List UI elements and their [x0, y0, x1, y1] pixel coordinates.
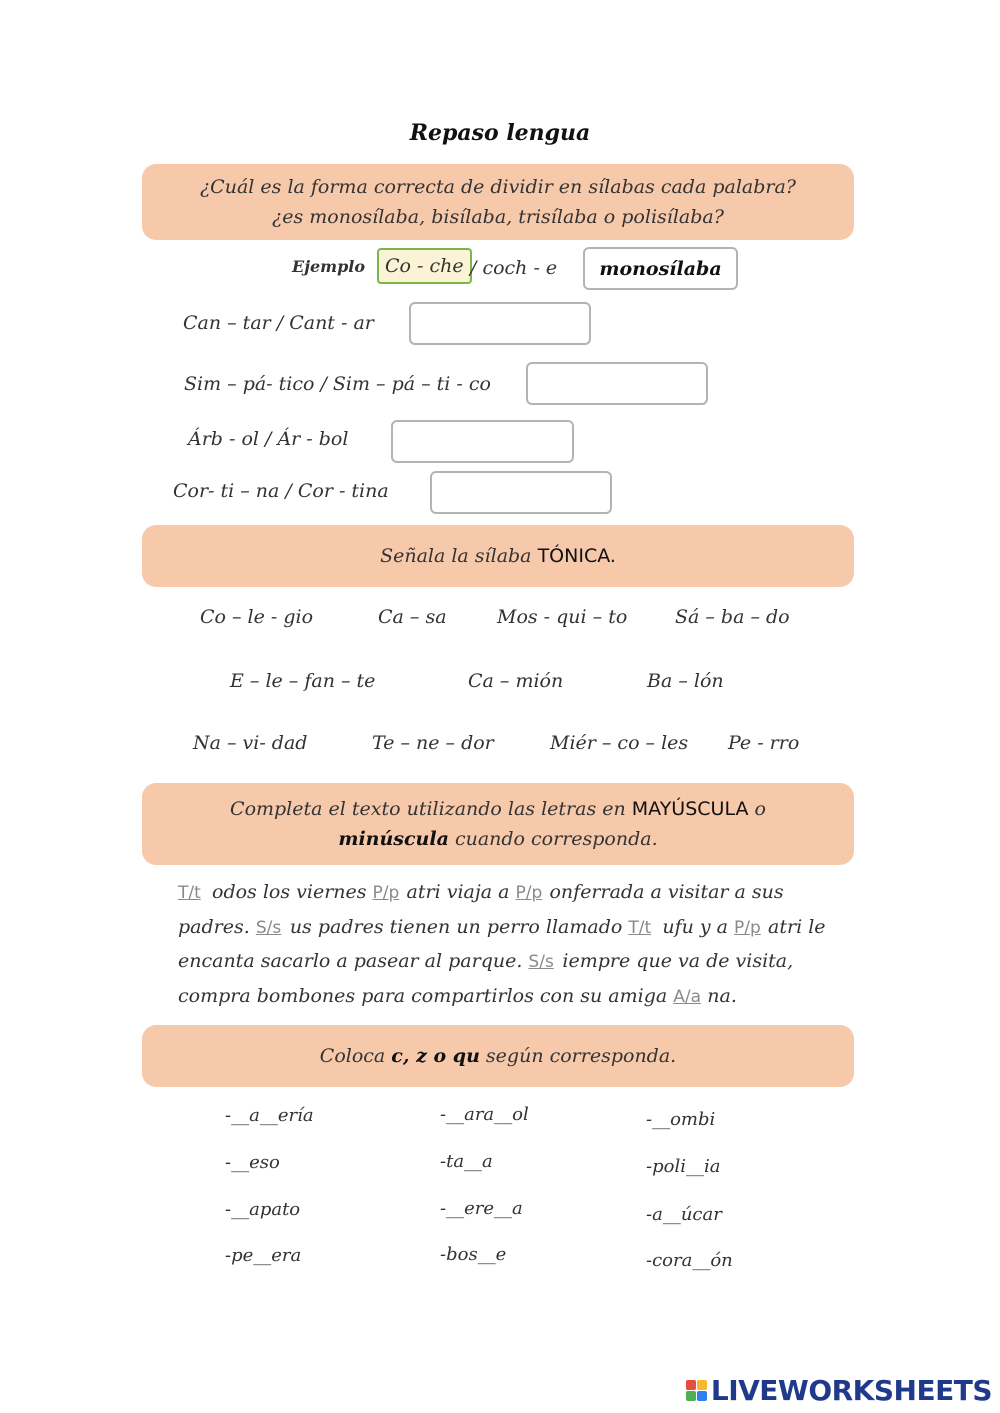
logo-mark-icon	[686, 1380, 707, 1401]
syllable-item: Árb - ol / Ár - bol	[188, 428, 349, 450]
letter-choice-blank[interactable]: A/a	[673, 986, 702, 1007]
spelling-item[interactable]: -__a__ería	[225, 1105, 314, 1126]
highlight-tonica: TÓNICA.	[537, 545, 616, 567]
letter-choice-blank[interactable]: P/p	[734, 917, 761, 938]
letter-choice-blank[interactable]: S/s	[528, 952, 554, 972]
spelling-item[interactable]: -pe__era	[225, 1245, 302, 1266]
spelling-item[interactable]: -a__úcar	[646, 1204, 722, 1225]
answer-input-1[interactable]	[409, 302, 591, 345]
example-correct-option: Co - che	[377, 248, 472, 284]
example-answer-text: monosílaba	[599, 257, 722, 280]
letter-choice-blank[interactable]: T/t	[178, 883, 201, 903]
instruction-banner-czqu	[142, 1025, 854, 1087]
instruction-text: Señala la sílaba TÓNICA.	[380, 545, 616, 567]
example-wrong-option: / coch - e	[470, 257, 558, 279]
answer-input-4[interactable]	[430, 471, 612, 514]
spelling-item[interactable]: -__apato	[225, 1199, 301, 1220]
answer-input-3[interactable]	[391, 420, 574, 463]
example-label: Ejemplo	[292, 257, 366, 276]
letter-choice-blank[interactable]: P/p	[372, 883, 400, 903]
spelling-item[interactable]: -__ere__a	[440, 1198, 523, 1219]
spelling-item[interactable]: -bos__e	[440, 1244, 507, 1265]
instruction-banner-tonica	[142, 525, 854, 587]
spelling-item[interactable]: -cora__ón	[646, 1250, 733, 1271]
letter-choice-blank[interactable]: T/t	[628, 917, 652, 938]
tonic-word-option[interactable]: Miér – co – les	[550, 732, 689, 754]
instruction-banner-mayuscula	[142, 783, 854, 865]
instruction-text: ¿Cuál es la forma correcta de dividir en sílabas cada palabra? ¿es monosílaba, bisílaba, trisílaba o polisílaba?	[200, 176, 796, 228]
spelling-item[interactable]: -poli__ia	[646, 1156, 721, 1177]
instruction-text: Coloca c, z o qu según corresponda.	[319, 1045, 677, 1067]
spelling-item[interactable]: -__eso	[225, 1152, 280, 1173]
spelling-item[interactable]: -__ara__ol	[440, 1104, 529, 1125]
syllable-item: Can – tar / Cant - ar	[183, 312, 374, 334]
page-title: Repaso lengua	[409, 120, 591, 146]
spelling-item[interactable]: -__ombi	[646, 1109, 716, 1130]
tonic-word-option[interactable]: Na – vi- dad	[193, 732, 308, 754]
highlight-mayuscula: MAYÚSCULA	[631, 798, 749, 820]
tonic-word-option[interactable]: Ca – sa	[378, 606, 447, 628]
tonic-word-option[interactable]: E – le – fan – te	[230, 670, 376, 692]
tonic-word-option[interactable]: Ca – mión	[468, 670, 564, 692]
answer-input-2[interactable]	[526, 362, 708, 405]
instruction-text: Completa el texto utilizando las letras en MAYÚSCULA o minúscula cuando corresponda.	[230, 798, 766, 850]
brand-text: LIVEWORKSHEETS	[710, 1374, 992, 1407]
tonic-word-option[interactable]: Pe - rro	[728, 732, 800, 754]
syllable-item: Sim – pá- tico / Sim – pá – ti - co	[184, 373, 491, 395]
instruction-banner-syllables	[142, 164, 854, 240]
tonic-word-option[interactable]: Co – le - gio	[200, 606, 314, 628]
tonic-word-option[interactable]: Sá – ba – do	[675, 606, 790, 628]
spelling-item[interactable]: -ta__a	[440, 1151, 493, 1172]
letter-choice-blank[interactable]: P/p	[515, 883, 543, 903]
example-answer-box	[583, 247, 738, 290]
tonic-word-option[interactable]: Te – ne – dor	[372, 732, 494, 754]
highlight-minuscula: minúscula	[338, 828, 449, 850]
letter-choice-blank[interactable]: S/s	[255, 917, 282, 938]
tonic-word-option[interactable]: Mos - qui – to	[497, 606, 628, 628]
fill-paragraph: T/t odos los viernes P/p atri viaja a P/p onferrada a visitar a sus padres. S/s us padres tienen un perro llamado T/t ufu y a P/p atri le encanta sacarlo a pasear al parque. S/s iempre que va de visita, compra bombones para compartirlos con su amiga A/a na.	[178, 876, 838, 1014]
highlight-czqu: c, z o qu	[391, 1045, 480, 1067]
syllable-item: Cor- ti – na / Cor - tina	[173, 480, 389, 502]
tonic-word-option[interactable]: Ba – lón	[647, 670, 724, 692]
liveworksheets-logo	[686, 1374, 992, 1407]
